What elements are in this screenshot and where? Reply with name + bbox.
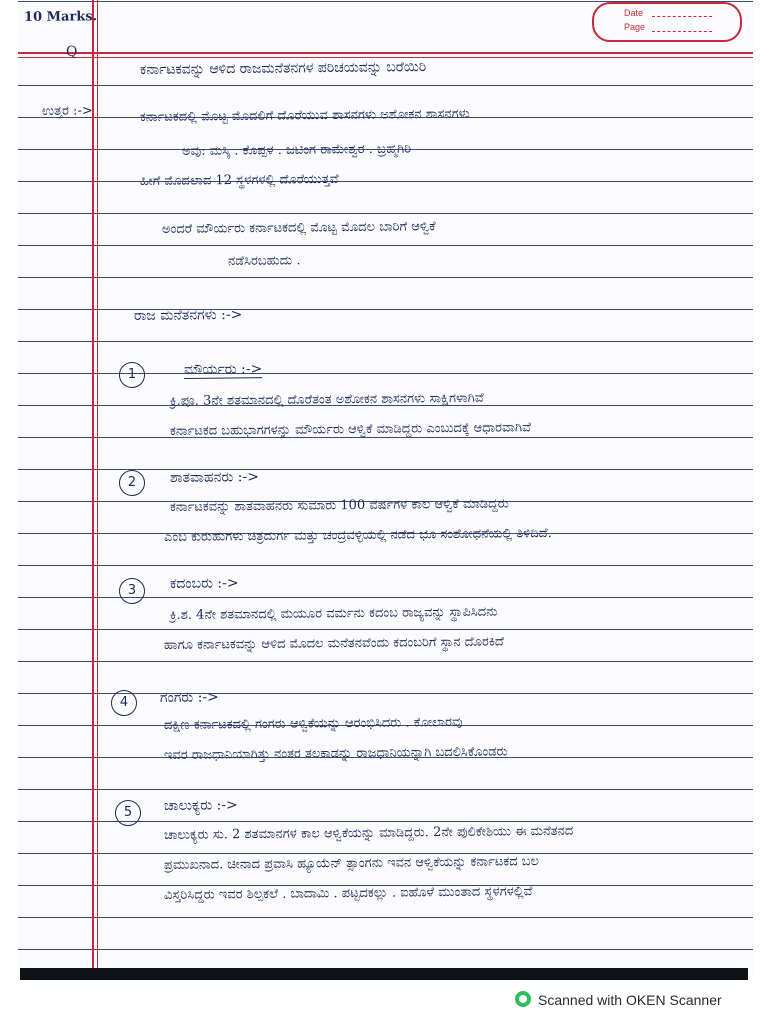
scanner-logo-icon [515,991,531,1007]
margin-line [92,0,94,980]
answer-label: ಉತ್ತರ :-> [41,103,93,119]
date-page-box [592,2,742,42]
answer-paragraph-line: ಅಂದರೆ ಮೌರ್ಯರು ಕರ್ನಾಟಕದಲ್ಲಿ ಮೊಟ್ಟ ಮೊದಲ ಬಾರಿಗೆ ಆಳ್ವಿಕೆ [161,219,436,237]
dynasty-heading: ಶಾತವಾಹನರು :-> [169,469,260,486]
dynasties-heading: ರಾಜ ಮನೆತನಗಳು :-> [133,306,243,324]
marks-label: 10 Marks. [23,9,98,25]
answer-line: ಕರ್ನಾಟಕದಲ್ಲಿ ಮೊಟ್ಟ ಮೊದಲಿಗೆ ದೊರೆಯುವ ಶಾಸನಗಳು ಅಶೋಕನ ಶಾಸನಗಳು [139,106,470,125]
dynasty-heading: ಚಾಲುಕ್ಯರು :-> [163,797,238,814]
dynasty-line: ಚಾಲುಕ್ಯರು ಸು. 2 ಶತಮಾನಗಳ ಕಾಲ ಆಳ್ವಿಕೆಯನ್ನು ಮಾಡಿದ್ದರು. 2ನೇ ಪುಲಿಕೇಶಿಯು ಈ ಮನೆತನದ [163,823,574,843]
date-label: Date [624,8,644,18]
dynasty-heading: ಮೌರ್ಯರು :-> [183,361,263,378]
number-circle: 5 [115,800,141,826]
dynasty-line: ವಿಸ್ತರಿಸಿದ್ದರು ಇವರ ಶಿಲ್ಪಕಲೆ . ಬಾದಾಮಿ . ಪಟ್ಟದಕಲ್ಲು . ಐಹೊಳೆ ಮುಂತಾದ ಸ್ಥಳಗಳಲ್ಲಿವೆ [163,884,533,903]
dynasty-line: ಇವರ ರಾಜಧಾನಿಯಾಗಿತ್ತು ನಂತರ ತಲಕಾಡನ್ನು ರಾಜಧಾನಿಯನ್ನಾಗಿ ಬದಲಿಸಿಕೊಂಡರು [163,744,508,763]
header-line-inner [18,57,753,58]
answer-paragraph-line: ನಡೆಸಿರಬಹುದು . [227,253,301,269]
page-label: Page [624,22,646,32]
answer-line: ಅವು: ಮಸ್ಕಿ . ಕೊಪ್ಪಳ . ಜಟಿಂಗ ರಾಮೇಶ್ವರ . ಬ್ರಹ್ಮಗಿರಿ [181,141,412,159]
dynasty-line: ದಕ್ಷಿಣ ಕರ್ನಾಟಕದಲ್ಲಿ ಗಂಗರು ಆಳ್ವಿಕೆಯನ್ನು ಆರಂಭಿಸಿದರು . ಕೋಲಾರವು [163,714,463,733]
dynasty-line: ಕ್ರಿ.ಶ. 4ನೇ ಶತಮಾನದಲ್ಲಿ ಮಯೂರ ವರ್ಮನು ಕದಂಬ ರಾಜ್ಯವನ್ನು ಸ್ಥಾಪಿಸಿದನು [169,604,498,623]
answer-line: ಹೀಗೆ ಮೊದಲಾದ 12 ಸ್ಥಳಗಳಲ್ಲಿ ದೊರೆಯುತ್ತವೆ [139,171,339,189]
page-bottom-edge [20,968,748,980]
margin-line-inner [97,0,98,980]
dynasty-line: ಎಂಬ ಕುರುಹುಗಳು ಚಿತ್ರದುರ್ಗ ಮತ್ತು ಚಂದ್ರವಳ್ಳಿಯಲ್ಲಿ ನಡೆದ ಭೂ ಸಂಶೋಧನೆಯಲ್ಲಿ ತಿಳಿದಿದೆ. [163,525,552,545]
question-text: ಕರ್ನಾಟಕವನ್ನು ಆಳಿದ ರಾಜಮನೆತನಗಳ ಪರಿಚಯವನ್ನು ಬರೆಯಿರಿ [139,59,427,78]
date-line [652,16,712,17]
dynasty-heading: ಗಂಗರು :-> [159,689,219,706]
dynasty-heading: ಕದಂಬರು :-> [169,575,239,592]
question-label: Q [65,43,78,60]
header-line [18,52,753,54]
dynasty-line: ಕರ್ನಾಟಕದ ಬಹುಭಾಗಗಳನ್ನು ಮೌರ್ಯರು ಆಳ್ವಿಕೆ ಮಾಡಿದ್ದರು ಎಂಬುದಕ್ಕೆ ಆಧಾರವಾಗಿವೆ [169,420,532,439]
dynasty-line: ಕ್ರಿ.ಪೂ. 3ನೇ ಶತಮಾನದಲ್ಲಿ ದೊರೆತಂತ ಅಶೋಕನ ಶಾಸನಗಳು ಸಾಕ್ಷಿಗಳಾಗಿವೆ [169,390,484,409]
number-circle: 3 [119,578,145,604]
dynasty-line: ಕರ್ನಾಟಕವನ್ನು ಶಾತವಾಹನರು ಸುಮಾರು 100 ವರ್ಷಗಳ ಕಾಲ ಆಳ್ವಿಕೆ ಮಾಡಿದ್ದರು [169,496,509,515]
number-circle: 4 [111,690,137,716]
number-circle: 2 [119,470,145,496]
number-circle: 1 [119,362,145,388]
dynasty-line: ಹಾಗೂ ಕರ್ನಾಟಕವನ್ನು ಆಳಿದ ಮೊದಲ ಮನೆತನವೆಂದು ಕದಂಬರಿಗೆ ಸ್ಥಾನ ದೊರಕಿದೆ [163,634,504,653]
scanner-watermark: Scanned with OKEN Scanner [538,992,722,1008]
dynasty-line: ಪ್ರಮುಖನಾದ. ಚೀನಾದ ಪ್ರವಾಸಿ ಹ್ಯೂಯೆನ್ ತ್ಸಾಂಗನು ಇವನ ಆಳ್ವಿಕೆಯನ್ನು ಕರ್ನಾಟಕದ ಬಲ [163,854,540,873]
page-line [652,31,712,32]
